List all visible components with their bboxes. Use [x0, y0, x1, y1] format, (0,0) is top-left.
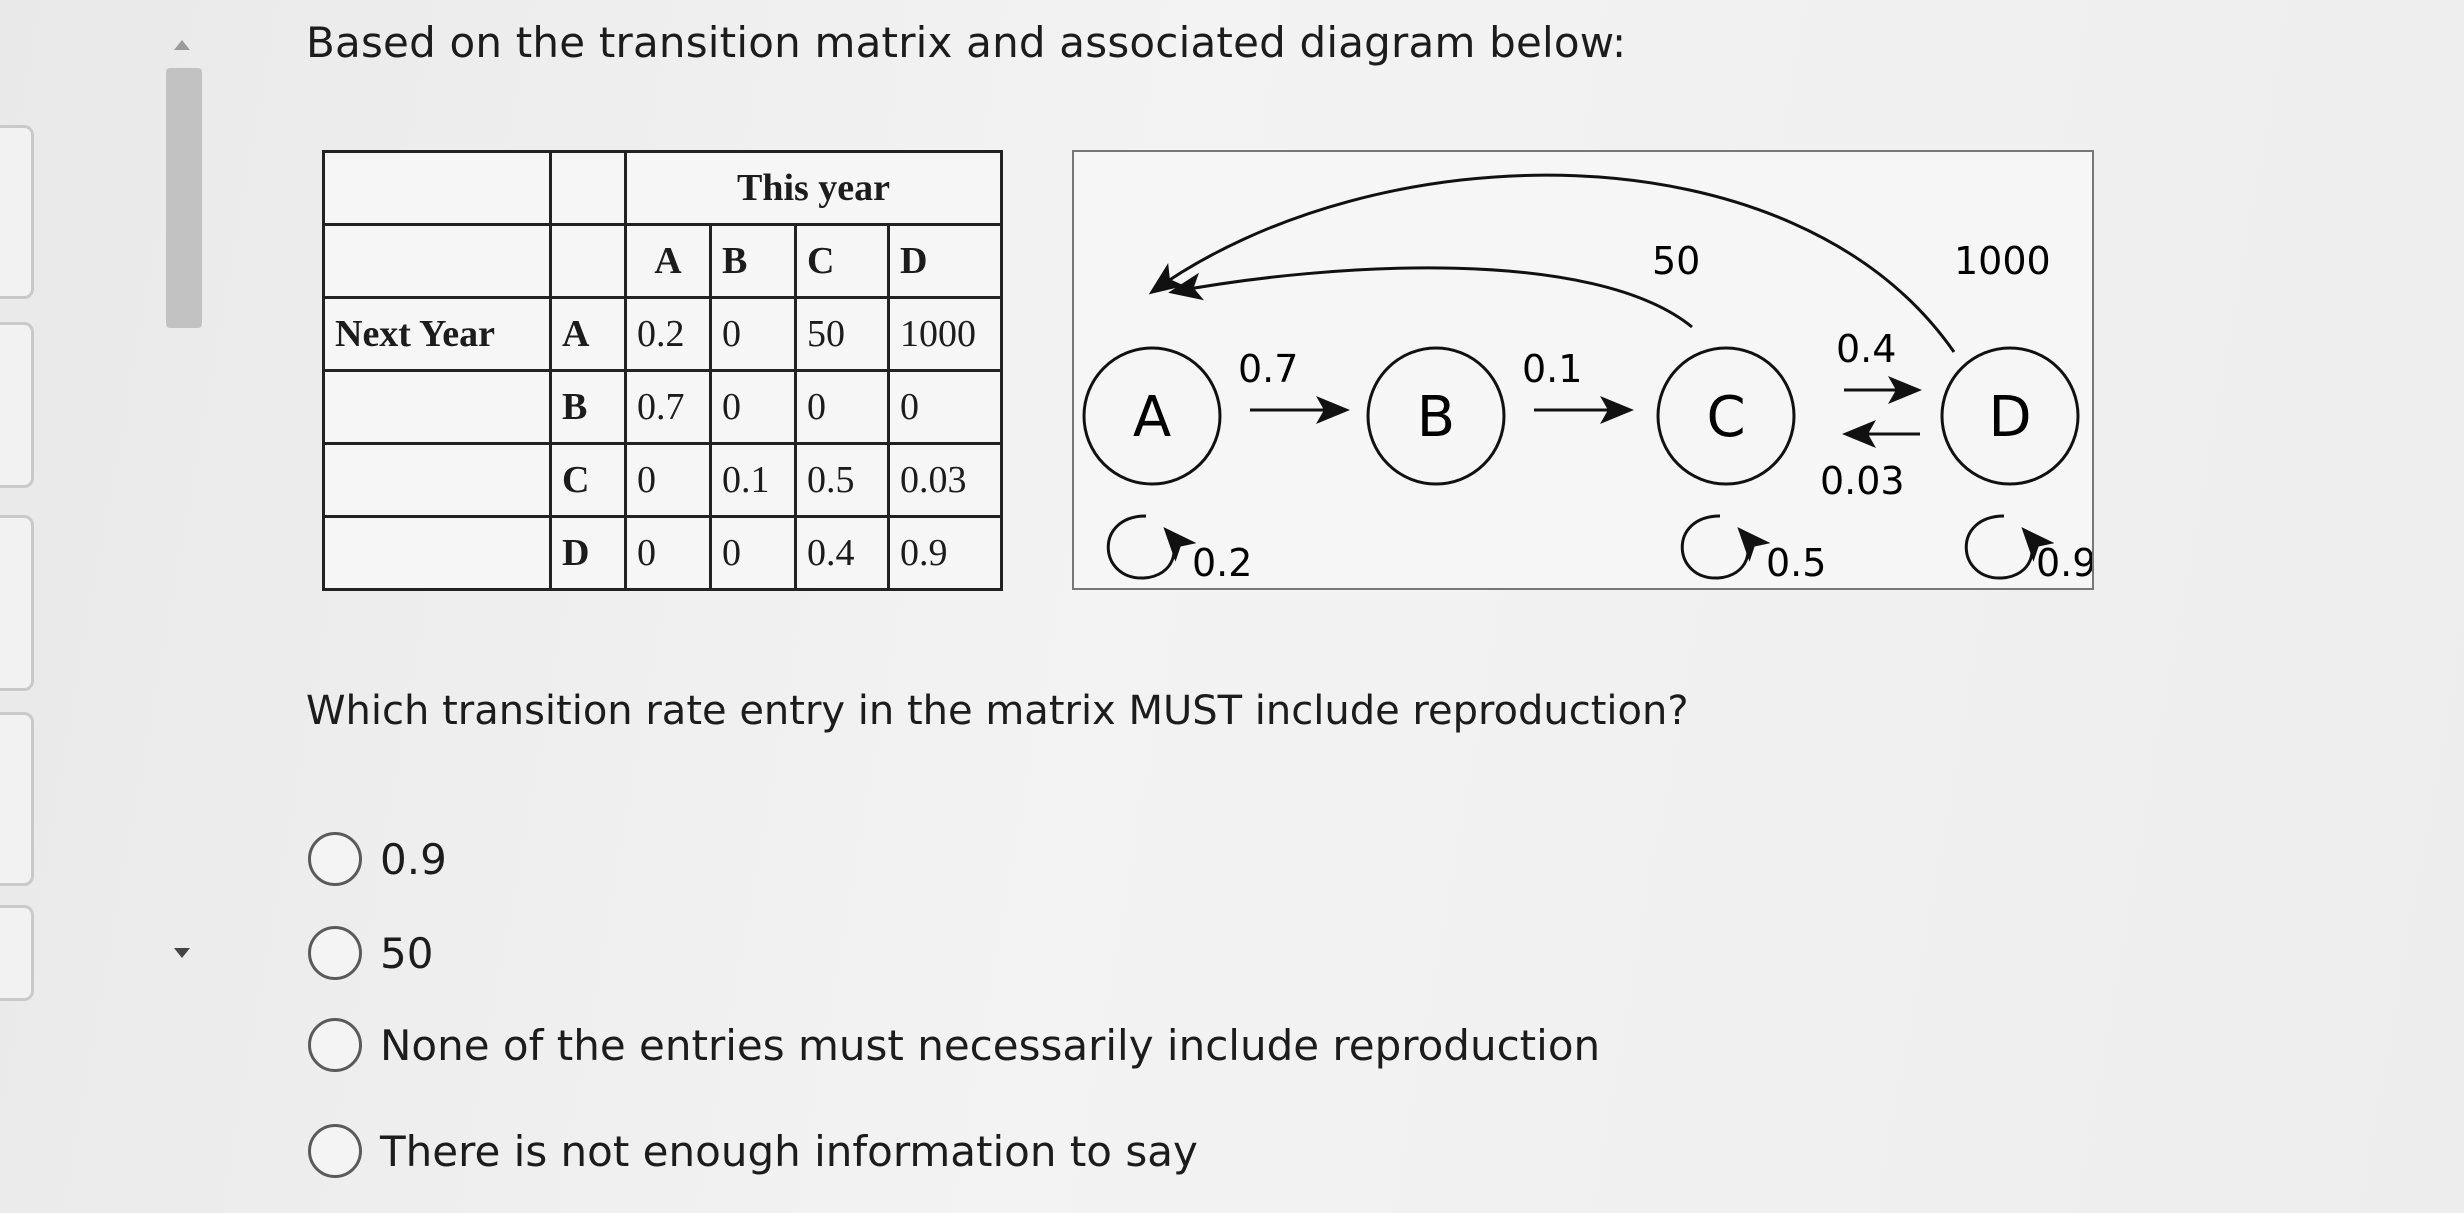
matrix-cell: 0 — [626, 444, 711, 517]
label-c-to-d: 0.4 — [1836, 327, 1897, 371]
matrix-empty-cell — [324, 225, 551, 298]
self-loop-c — [1682, 516, 1748, 578]
row-label: B — [551, 371, 626, 444]
label-d-to-c: 0.03 — [1820, 459, 1905, 503]
matrix-cell: 0.2 — [626, 298, 711, 371]
node-a-label: A — [1132, 385, 1172, 450]
answer-option[interactable] — [308, 926, 433, 980]
node-b-label: B — [1416, 385, 1456, 450]
question-prompt: Which transition rate entry in the matrix MUST include reproduction? — [306, 688, 1689, 734]
scrollbar-thumb[interactable] — [166, 68, 202, 328]
scroll-up-arrow-icon[interactable] — [174, 40, 190, 50]
matrix-empty-cell — [324, 152, 551, 225]
node-a — [1084, 348, 1220, 484]
node-c — [1658, 348, 1794, 484]
answer-option-label: There is not enough information to say — [380, 1126, 1198, 1176]
matrix-cell: 1000 — [889, 298, 1002, 371]
scroll-down-arrow-icon[interactable] — [174, 948, 190, 958]
matrix-cell: 0.1 — [711, 444, 796, 517]
radio-button[interactable] — [308, 832, 362, 886]
col-label: A — [626, 225, 711, 298]
arrow-d-to-a — [1152, 175, 1954, 352]
col-group-header: This year — [626, 152, 1002, 225]
label-d-to-a: 1000 — [1954, 239, 2051, 283]
matrix-empty-cell — [324, 444, 551, 517]
col-label: D — [889, 225, 1002, 298]
matrix-cell: 0.03 — [889, 444, 1002, 517]
transition-matrix — [322, 150, 1003, 591]
left-panel-box — [0, 905, 34, 1001]
self-loop-d — [1966, 516, 2032, 578]
matrix-row — [324, 444, 1002, 517]
answer-option[interactable] — [308, 832, 447, 886]
scrollbar[interactable] — [160, 30, 204, 970]
node-b — [1368, 348, 1504, 484]
matrix-col-label-row — [324, 225, 1002, 298]
matrix-cell: 0.5 — [796, 444, 889, 517]
arrow-c-to-a — [1172, 268, 1692, 327]
label-c-to-a: 50 — [1652, 239, 1701, 283]
left-panel-box — [0, 712, 34, 886]
matrix-empty-cell — [324, 517, 551, 590]
left-panel-edge — [0, 0, 30, 1213]
matrix-cell: 0.9 — [889, 517, 1002, 590]
col-label: C — [796, 225, 889, 298]
matrix-empty-cell — [551, 152, 626, 225]
matrix-cell: 0 — [889, 371, 1002, 444]
life-cycle-diagram — [1072, 150, 2094, 590]
answer-option[interactable] — [308, 1124, 1198, 1178]
radio-button[interactable] — [308, 926, 362, 980]
label-d-self: 0.9 — [2036, 541, 2092, 585]
matrix-cell: 0.4 — [796, 517, 889, 590]
node-d — [1942, 348, 2078, 484]
matrix-cell: 0.7 — [626, 371, 711, 444]
col-label: B — [711, 225, 796, 298]
answer-option-label: 50 — [380, 928, 434, 978]
matrix-header-row — [324, 152, 1002, 225]
matrix-row — [324, 371, 1002, 444]
radio-button[interactable] — [308, 1124, 362, 1178]
matrix-row — [324, 517, 1002, 590]
matrix-cell: 0 — [711, 298, 796, 371]
answer-option-label: None of the entries must necessarily include reproduction — [380, 1020, 1601, 1070]
row-label: C — [551, 444, 626, 517]
matrix-cell: 0 — [711, 371, 796, 444]
label-a-self: 0.2 — [1192, 541, 1253, 585]
radio-button[interactable] — [308, 1018, 362, 1072]
left-panel-box — [0, 515, 34, 691]
answer-option[interactable] — [308, 1018, 1600, 1072]
life-cycle-diagram-svg — [1074, 152, 2092, 588]
matrix-empty-cell — [324, 371, 551, 444]
matrix-cell: 50 — [796, 298, 889, 371]
left-panel-box — [0, 322, 34, 488]
row-label: D — [551, 517, 626, 590]
left-panel-box — [0, 125, 34, 299]
matrix-cell: 0 — [626, 517, 711, 590]
matrix-row — [324, 298, 1002, 371]
node-c-label: C — [1706, 385, 1746, 450]
label-a-to-b: 0.7 — [1238, 347, 1299, 391]
row-group-header: Next Year — [324, 298, 551, 371]
row-label: A — [551, 298, 626, 371]
label-b-to-c: 0.1 — [1522, 347, 1583, 391]
node-d-label: D — [1988, 385, 2032, 450]
label-c-self: 0.5 — [1766, 541, 1827, 585]
self-loop-a — [1108, 516, 1174, 578]
matrix-cell: 0 — [796, 371, 889, 444]
answer-option-label: 0.9 — [380, 834, 447, 884]
matrix-cell: 0 — [711, 517, 796, 590]
matrix-empty-cell — [551, 225, 626, 298]
question-title: Based on the transition matrix and associated diagram below: — [306, 18, 1627, 67]
